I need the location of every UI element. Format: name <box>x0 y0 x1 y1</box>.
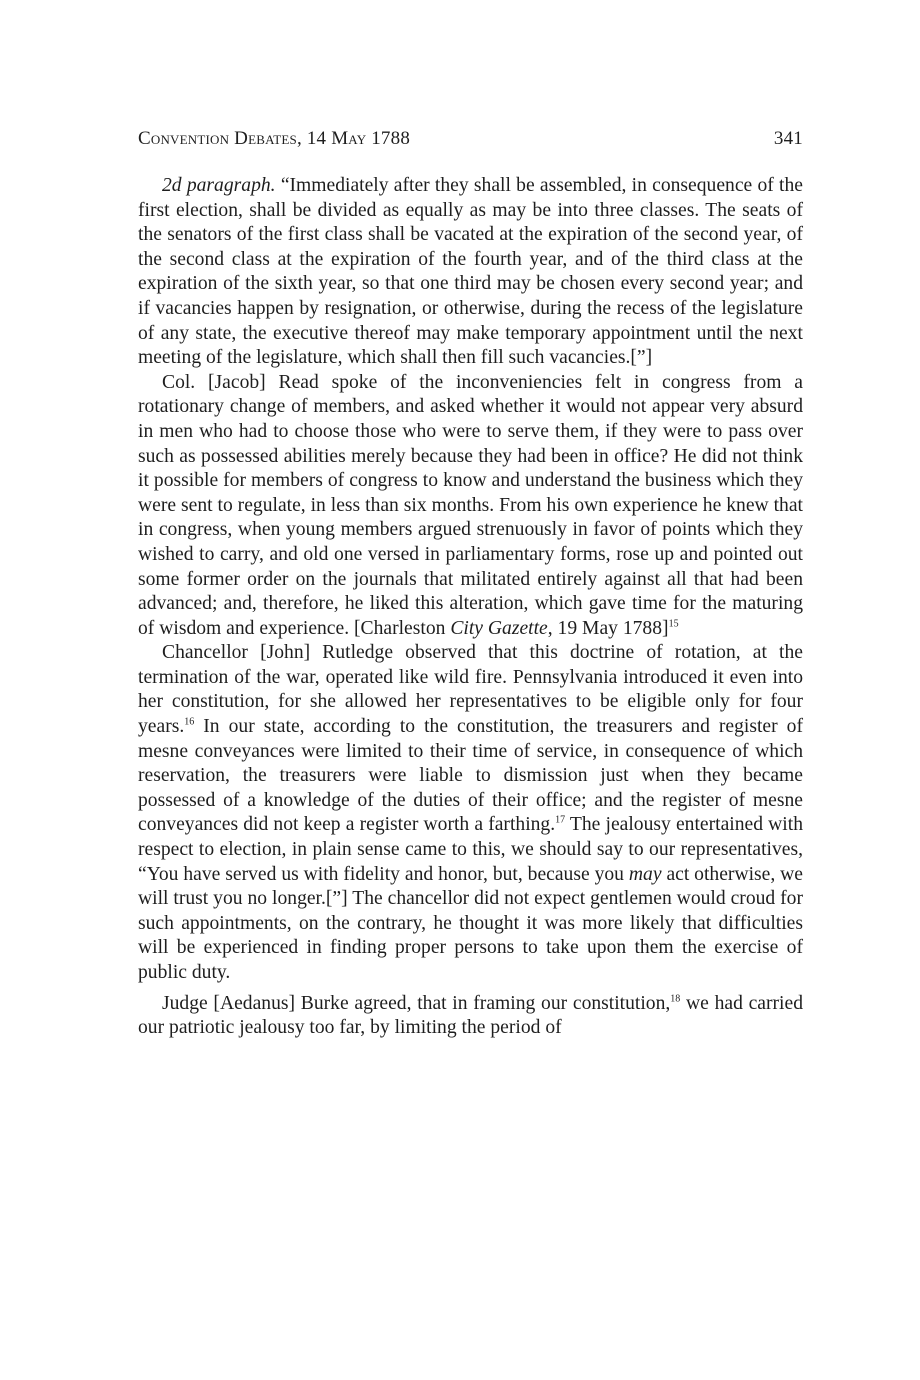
paragraph-2-text: Col. [Jacob] Read spoke of the inconveniencies felt in congress from a rotationary change of members, and asked whether it would not appear very absurd in men who had to choose those who were to serve them, if they were to pass over such as possessed abilities merely because they had been in office? He did not think it possible for members of congress to know and understand the business which they were sent to regulate, in less than six months. From his own experience he knew that in congress, when young members argued strenuously in favor of points which they wished to carry, and old one versed in parliamentary forms, rose up and pointed out some former order on the journals that militated entirely against all that had been advanced; and, therefore, he liked this alteration, which gave time for the maturing of wisdom and experience. [Charleston <box>138 371 803 639</box>
source-citation: , 19 May 1788] <box>547 617 669 639</box>
paragraph-label: 2d paragraph. <box>162 175 276 196</box>
paragraph-2 <box>138 371 803 642</box>
paragraph-3-text-a: Chancellor [John] Rutledge observed that this doctrine of rotation, at the termination of the war, operated like wild fire. Pennsylvania introduced it even into her constitution, for she allowed her representatives to be eligible only for four years. <box>138 642 803 738</box>
paragraph-1 <box>138 174 803 371</box>
paragraph-4 <box>138 992 803 1041</box>
footnote-ref-18: 18 <box>670 993 681 1005</box>
body-text <box>138 174 803 1041</box>
footnote-ref-16: 16 <box>184 716 195 728</box>
source-title: City Gazette <box>450 617 548 639</box>
paragraph-4-text-b: we had carried our patriotic jealousy too far, by limiting the period of <box>138 992 803 1039</box>
running-head <box>138 128 803 158</box>
paragraph-3-text-c: The jealousy entertained with respect to election, in plain sense came to this, we should say to our representatives, “You have served us with fidelity and honor, but, because you <box>138 814 803 885</box>
emphasis-word: may <box>628 863 662 885</box>
footnote-ref-15: 15 <box>668 618 679 630</box>
footnote-ref-17: 17 <box>555 814 566 826</box>
document-page <box>138 128 803 1041</box>
paragraph-1-text: “Immediately after they shall be assembled, in consequence of the first election, shall be divided as equally as may be into three classes. The seats of the senators of the first class shall be vacated at the expiration of the second year, of the second class at the expiration of the fourth year, and of the third class at the expiration of the sixth year, so that one third may be chosen every second year; and if vacancies happen by resignation, or otherwise, during the recess of the legislature of any state, the executive thereof may make temporary appointment until the next meeting of the legislature, which shall then fill such vacancies.[”] <box>138 175 803 369</box>
paragraph-3-text-d: act otherwise, we will trust you no longer.[”] The chancellor did not expect gentlemen would croud for such appointments, on the contrary, he thought it was more likely that difficulties will be experienced in finding proper persons to take upon them the exercise of public duty. <box>138 863 804 983</box>
paragraph-3-text-b: In our state, according to the constitution, the treasurers and register of mesne conveyances were limited to their time of service, in consequence of which reservation, the treasurers were liable to dismission just when they became possessed of a knowledge of the duties of their office; and the register of mesne conveyances did not keep a register worth a farthing. <box>138 716 803 836</box>
page-number: 341 <box>773 128 803 149</box>
paragraph-4-text-a: Judge [Aedanus] Burke agreed, that in framing our constitution, <box>162 992 671 1014</box>
running-title: Convention Debates, 14 May 1788 <box>138 128 411 149</box>
paragraph-3 <box>138 641 803 985</box>
